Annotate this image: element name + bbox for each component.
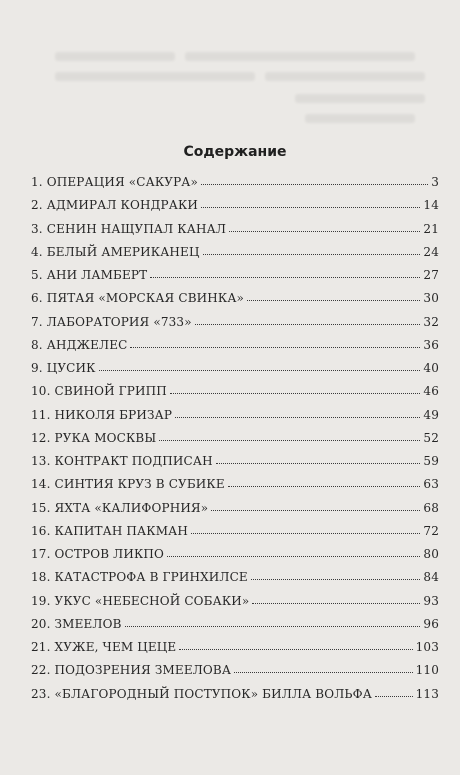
dot-leader bbox=[167, 556, 420, 557]
page-number: 30 bbox=[423, 291, 439, 306]
chapter-number: 8. bbox=[31, 337, 43, 352]
chapter-title: БЕЛЫЙ АМЕРИКАНЕЦ bbox=[46, 244, 200, 259]
chapter-title: ПОДОЗРЕНИЯ ЗМЕЕЛОВА bbox=[54, 663, 232, 678]
toc-entry bbox=[31, 547, 439, 570]
page-number: 63 bbox=[423, 477, 439, 492]
dot-leader bbox=[203, 254, 421, 255]
chapter-number: 22. bbox=[31, 663, 51, 678]
chapter-title: ЛАБОРАТОРИЯ «733» bbox=[46, 314, 192, 329]
page-number: 24 bbox=[423, 244, 439, 259]
chapter-title: СИНТИЯ КРУЗ В СУБИКЕ bbox=[54, 477, 225, 492]
chapter-title: КОНТРАКТ ПОДПИСАН bbox=[54, 454, 213, 468]
chapter-number: 3. bbox=[31, 221, 43, 236]
toc-entry bbox=[31, 338, 439, 361]
chapter-number: 9. bbox=[31, 361, 43, 375]
toc-entry bbox=[31, 408, 439, 431]
toc-entry bbox=[31, 477, 439, 500]
toc-entry bbox=[31, 640, 439, 663]
chapter-title: КАПИТАН ПАКМАН bbox=[54, 523, 189, 538]
toc-entry bbox=[31, 361, 439, 384]
dot-leader bbox=[201, 207, 420, 208]
dot-leader bbox=[375, 696, 413, 697]
dot-leader bbox=[179, 649, 412, 650]
chapter-number: 21. bbox=[31, 640, 51, 654]
toc-entry bbox=[31, 222, 439, 245]
chapter-title: КАТАСТРОФА В ГРИНХИЛСЕ bbox=[54, 570, 248, 585]
dot-leader bbox=[195, 324, 421, 325]
page-title: Содержание bbox=[183, 144, 287, 160]
page-number: 40 bbox=[423, 361, 439, 375]
dot-leader bbox=[130, 347, 420, 348]
dot-leader bbox=[170, 393, 421, 394]
page-number: 80 bbox=[423, 547, 439, 561]
page-number: 46 bbox=[423, 384, 439, 399]
page-number: 68 bbox=[423, 500, 439, 515]
chapter-number: 5. bbox=[31, 268, 43, 282]
toc-entry bbox=[31, 687, 439, 710]
toc-entry bbox=[31, 198, 439, 221]
dot-leader bbox=[228, 486, 421, 487]
dot-leader bbox=[99, 370, 421, 371]
chapter-title: ХУЖЕ, ЧЕМ ЦЕЦЕ bbox=[54, 640, 177, 654]
dot-leader bbox=[159, 440, 420, 441]
chapter-title: АДМИРАЛ КОНДРАКИ bbox=[46, 198, 198, 213]
page-number: 110 bbox=[415, 663, 439, 678]
dot-leader bbox=[125, 626, 421, 627]
chapter-title: ЗМЕЕЛОВ bbox=[54, 616, 122, 631]
toc-entry bbox=[31, 570, 439, 593]
page-number: 14 bbox=[423, 198, 439, 213]
toc-entry bbox=[31, 431, 439, 454]
toc-entry bbox=[31, 291, 439, 314]
chapter-title: «БЛАГОРОДНЫЙ ПОСТУПОК» БИЛЛА ВОЛЬФА bbox=[54, 686, 372, 701]
toc-entry bbox=[31, 594, 439, 617]
chapter-number: 23. bbox=[31, 686, 51, 701]
toc-entry bbox=[31, 245, 439, 268]
page-number: 36 bbox=[423, 337, 439, 352]
page-number: 52 bbox=[423, 430, 439, 445]
chapter-title: ЦУСИК bbox=[46, 361, 96, 375]
dot-leader bbox=[216, 463, 421, 464]
chapter-number: 7. bbox=[31, 314, 43, 329]
chapter-number: 2. bbox=[31, 198, 43, 213]
page-number: 72 bbox=[423, 523, 439, 538]
page-number: 3 bbox=[431, 175, 439, 189]
chapter-number: 1. bbox=[31, 175, 43, 189]
page-number: 113 bbox=[415, 686, 439, 701]
dot-leader bbox=[201, 184, 428, 185]
page-number: 93 bbox=[423, 593, 439, 608]
page-number: 49 bbox=[423, 407, 439, 422]
dot-leader bbox=[247, 300, 420, 301]
dot-leader bbox=[252, 603, 420, 604]
dot-leader bbox=[211, 510, 420, 511]
page-number: 27 bbox=[423, 268, 439, 282]
toc-entry bbox=[31, 384, 439, 407]
chapter-number: 18. bbox=[31, 570, 51, 585]
chapter-title: РУКА МОСКВЫ bbox=[54, 430, 157, 445]
page-number: 84 bbox=[423, 570, 439, 585]
chapter-title: ОПЕРАЦИЯ «САКУРА» bbox=[46, 175, 199, 189]
table-of-contents bbox=[31, 175, 439, 710]
chapter-number: 6. bbox=[31, 291, 43, 306]
toc-entry bbox=[31, 268, 439, 291]
toc-entry bbox=[31, 175, 439, 198]
dot-leader bbox=[191, 533, 420, 534]
toc-entry bbox=[31, 501, 439, 524]
chapter-number: 16. bbox=[31, 523, 51, 538]
chapter-title: ПЯТАЯ «МОРСКАЯ СВИНКА» bbox=[46, 291, 245, 306]
dot-leader bbox=[150, 277, 420, 278]
toc-entry bbox=[31, 454, 439, 477]
toc-entry bbox=[31, 617, 439, 640]
chapter-title: ОСТРОВ ЛИКПО bbox=[54, 547, 164, 561]
chapter-number: 19. bbox=[31, 593, 51, 608]
toc-entry bbox=[31, 524, 439, 547]
page-number: 103 bbox=[415, 640, 439, 654]
chapter-title: НИКОЛЯ БРИЗАР bbox=[54, 407, 173, 422]
page-number: 96 bbox=[423, 616, 439, 631]
show-through-text bbox=[55, 50, 430, 125]
chapter-title: СВИНОЙ ГРИПП bbox=[54, 384, 167, 399]
dot-leader bbox=[229, 231, 420, 232]
page-number: 32 bbox=[423, 314, 439, 329]
chapter-title: АНИ ЛАМБЕРТ bbox=[46, 268, 148, 282]
page-number: 59 bbox=[423, 454, 439, 468]
dot-leader bbox=[175, 417, 420, 418]
chapter-number: 10. bbox=[31, 384, 51, 399]
chapter-number: 11. bbox=[31, 407, 51, 422]
dot-leader bbox=[234, 672, 413, 673]
chapter-title: УКУС «НЕБЕСНОЙ СОБАКИ» bbox=[54, 593, 250, 608]
chapter-number: 13. bbox=[31, 454, 51, 468]
toc-entry bbox=[31, 663, 439, 686]
page-number: 21 bbox=[423, 221, 439, 236]
toc-entry bbox=[31, 315, 439, 338]
chapter-number: 20. bbox=[31, 616, 51, 631]
chapter-number: 17. bbox=[31, 547, 51, 561]
chapter-title: ЯХТА «КАЛИФОРНИЯ» bbox=[54, 500, 209, 515]
chapter-number: 12. bbox=[31, 430, 51, 445]
dot-leader bbox=[251, 579, 421, 580]
chapter-number: 15. bbox=[31, 500, 51, 515]
chapter-number: 4. bbox=[31, 244, 43, 259]
chapter-number: 14. bbox=[31, 477, 51, 492]
chapter-title: СЕНИН НАЩУПАЛ КАНАЛ bbox=[46, 221, 226, 236]
chapter-title: АНДЖЕЛЕС bbox=[46, 337, 128, 352]
